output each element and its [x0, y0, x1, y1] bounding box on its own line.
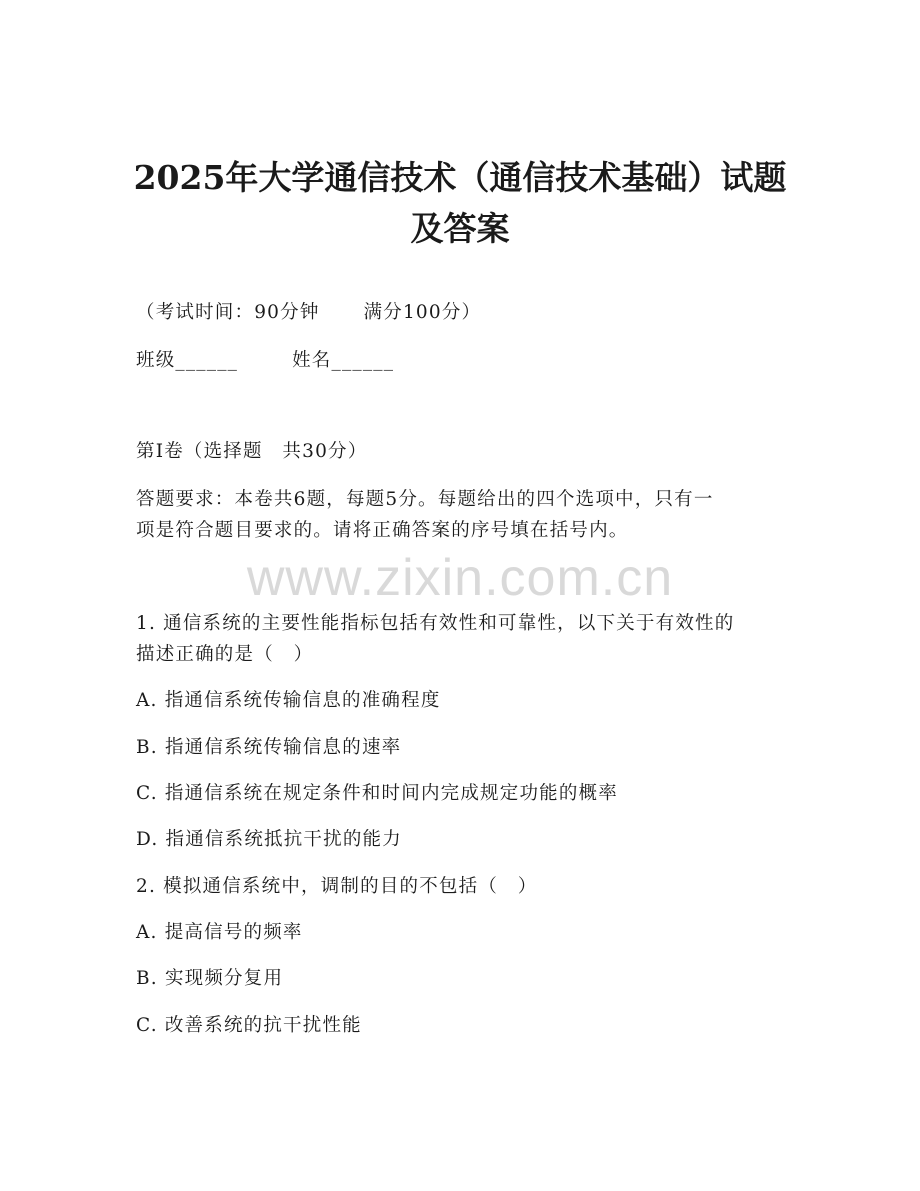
question-1-option-c: C. 指通信系统在规定条件和时间内完成规定功能的概率 — [136, 783, 618, 804]
question-1-option-b: B. 指通信系统传输信息的速率 — [136, 737, 402, 758]
question-2-option-c: C. 改善系统的抗干扰性能 — [136, 1015, 362, 1036]
question-1-stem-line-1: 1. 通信系统的主要性能指标包括有效性和可靠性，以下关于有效性的 — [136, 613, 735, 634]
exam-time: （考试时间：90分钟 — [136, 302, 320, 323]
question-1-stem-line-2: 描述正确的是（ ） — [136, 644, 314, 665]
question-2-option-a: A. 提高信号的频率 — [136, 922, 303, 943]
question-1-option-a: A. 指通信系统传输信息的准确程度 — [136, 690, 441, 711]
instructions-line-1: 答题要求：本卷共6题，每题5分。每题给出的四个选项中，只有一 — [136, 489, 714, 510]
exam-info — [136, 299, 481, 327]
class-field: 班级______ — [136, 350, 239, 371]
question-2-stem: 2. 模拟通信系统中，调制的目的不包括（ ） — [136, 876, 538, 897]
question-1-option-d: D. 指通信系统抵抗干扰的能力 — [136, 829, 402, 850]
watermark: www.zixin.com.cn — [246, 549, 674, 607]
student-info — [136, 347, 394, 375]
section-header: 第Ⅰ卷（选择题 共30分） — [136, 441, 368, 462]
full-score: 满分100分） — [363, 302, 482, 323]
document-title-line-1: 2025年大学通信技术（通信技术基础）试题 — [133, 158, 787, 197]
instructions-line-2: 项是符合题目要求的。请将正确答案的序号填在括号内。 — [136, 520, 629, 541]
question-2-option-b: B. 实现频分复用 — [136, 968, 284, 989]
name-field: 姓名______ — [292, 350, 395, 371]
document-title-line-2: 及答案 — [410, 209, 510, 248]
